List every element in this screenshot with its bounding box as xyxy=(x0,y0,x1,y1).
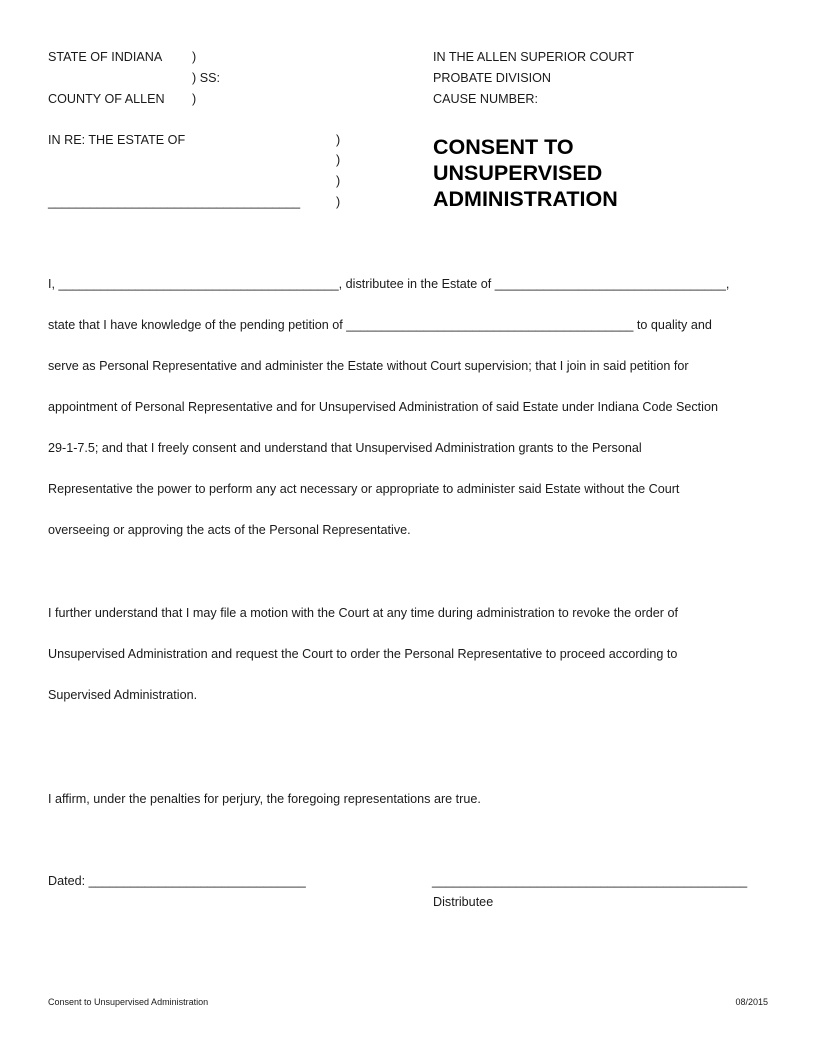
distributee-label: Distributee xyxy=(433,895,494,909)
body-p1-line-1: I, ________________________________________, distributee in the Estate of _________________________________, xyxy=(48,277,730,291)
title-line-2: UNSUPERVISED xyxy=(433,161,603,185)
document-title xyxy=(433,134,618,212)
estate-paren-3: ) xyxy=(336,174,341,188)
court-division: PROBATE DIVISION xyxy=(433,71,552,85)
body-p2-line-3: Supervised Administration. xyxy=(48,688,198,702)
caption-state-paren: ) xyxy=(192,50,197,64)
title-line-3: ADMINISTRATION xyxy=(433,187,618,211)
footer-form-name: Consent to Unsupervised Administration xyxy=(48,997,209,1007)
signature-line: _____________________________________________ xyxy=(432,874,748,888)
caption-ss: ) SS: xyxy=(192,71,220,85)
cause-number-label: CAUSE NUMBER: xyxy=(433,92,538,106)
dated-field: Dated: _______________________________ xyxy=(48,874,306,888)
title-line-1: CONSENT TO xyxy=(433,135,574,159)
body-p1-line-7: overseeing or approving the acts of the Personal Representative. xyxy=(48,523,411,537)
caption-state: STATE OF INDIANA xyxy=(48,50,163,64)
body-p2-line-1: I further understand that I may file a motion with the Court at any time during administration to revoke the order of xyxy=(48,606,679,620)
caption-county: COUNTY OF ALLEN xyxy=(48,92,165,106)
body-p1-line-5: 29-1-7.5; and that I freely consent and understand that Unsupervised Administration grants to the Personal xyxy=(48,441,642,455)
caption-county-paren: ) xyxy=(192,92,197,106)
body-p1-line-4: appointment of Personal Representative and for Unsupervised Administration of said Estate under Indiana Code Section xyxy=(48,400,718,414)
estate-paren-1: ) xyxy=(336,133,341,147)
body-p1-line-3: serve as Personal Representative and administer the Estate without Court supervision; that I join in said petition for xyxy=(48,359,689,373)
estate-label: IN RE: THE ESTATE OF xyxy=(48,133,186,147)
estate-name-blank: ____________________________________ xyxy=(48,195,301,209)
body-p1-line-6: Representative the power to perform any act necessary or appropriate to administer said Estate without the Court xyxy=(48,482,680,496)
body-p3-line-1: I affirm, under the penalties for perjury, the foregoing representations are true. xyxy=(48,792,481,806)
estate-paren-4: ) xyxy=(336,195,341,209)
estate-paren-2: ) xyxy=(336,153,341,167)
footer-revision-date: 08/2015 xyxy=(735,997,768,1007)
court-name: IN THE ALLEN SUPERIOR COURT xyxy=(433,50,635,64)
body-p1-line-2: state that I have knowledge of the pending petition of _________________________________________ to quality and xyxy=(48,318,712,332)
body-p2-line-2: Unsupervised Administration and request the Court to order the Personal Representative to proceed according to xyxy=(48,647,678,661)
